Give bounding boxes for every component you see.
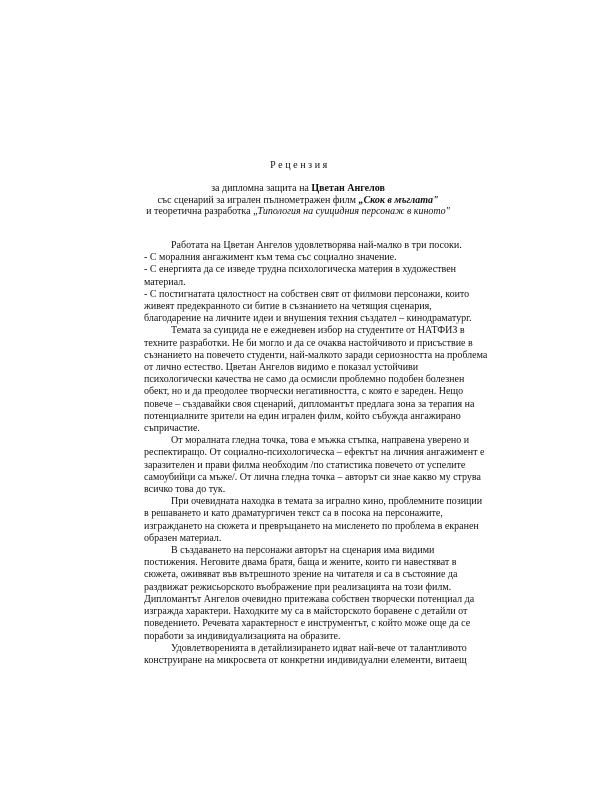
- subtitle-prefix-2: със сценарий за игрален пълнометражен филм: [157, 194, 359, 206]
- author-name: Цветан Ангелов: [311, 183, 385, 194]
- document-title: Рецензия: [270, 160, 330, 171]
- paragraph: При очевидната находка в темата за игрално кино, проблемните позиции в решаването и като драматургичен текст са в посока на персонажите, изграждането на сюжета и превръщането на мисленето по проблема в екранен образен материал.: [144, 496, 483, 544]
- subtitle-line-2: [120, 195, 476, 207]
- paragraph: В създаването на персонажи авторът на сценария има видими постижения. Неговите двама братя, баща и жените, които ги навестяват в сюжета, оживяват във вътрешното зрение на читателя и са в състояние да раздвижат режисьорското въображение при реализацията на този филм. Дипломантът Ангелов очевидно притежава собствен творчески потенциал да изгражда характери. Находките му са в майсторското боравене с детайли от поведението. Речевата характерност е инструментът, с който може още да се поработи за индивидуализацията на образите.: [144, 545, 475, 642]
- paragraph: Темата за суицида не е ежедневен избор на студентите от НАТФИЗ в техните разработки. Не би могло и да се очаква настойчивото и присъствие в съзнанието на повечето студенти, най-малкото заради сериозността на проблема от лично естество. Цветан Ангелов видимо е показал устойчиви психологически качества не само да осмисли проблемно подобен болезнен обект, но и да преодолее творчески негативността, с която е зареден. Нещо повече – създавайки своя сценарий, дипломантът предлага зона за терапия на потенциалните зрители на един игрален филм, който събужда ангажирано съпричастие.: [144, 325, 488, 435]
- subtitle-prefix-3: и теоретична разработка: [146, 206, 254, 217]
- film-title: „Скок в мъглата": [358, 194, 439, 206]
- subtitle-prefix-1: за дипломна защита на: [211, 183, 312, 194]
- document-subtitle: [120, 183, 476, 218]
- bullet-item: - С енергията да се изведе трудна психологическа материя в художествен материал.: [144, 264, 456, 288]
- subtitle-line-1: [120, 183, 476, 195]
- paragraph: От моралната гледна точка, това е мъжка стъпка, направена уверено и респектиращо. От социално-психологическа – ефектът на личния ангажимент е заразителен и прави филма необходим /по статистика повечето от успелите самоубийци са мъже/. От лична гледна точка – авторът си знае какво му струва всичко това до тук.: [144, 435, 485, 496]
- subtitle-line-3: [120, 206, 476, 218]
- bullet-item: - С моралния ангажимент към тема със социално значение.: [144, 252, 397, 264]
- thesis-title: „Типология на суицидния персонаж в киното": [253, 206, 450, 217]
- document-body: [144, 240, 488, 667]
- paragraph: Удовлетворенията в детайлизирането идват най-вече от талантливото конструиране на микросвета от конкретни индивидуални елементи, витаещ: [144, 642, 467, 666]
- paragraph: Работата на Цветан Ангелов удовлетворява най-малко в три посоки.: [171, 240, 462, 251]
- bullet-item: - С постигнатата цялостност на собствен свят от филмови персонажи, които живеят предекранното си битие в съзнанието на четящия сценария, благодарение на личните идеи и внушения техния създател – кинодраматург.: [144, 288, 472, 325]
